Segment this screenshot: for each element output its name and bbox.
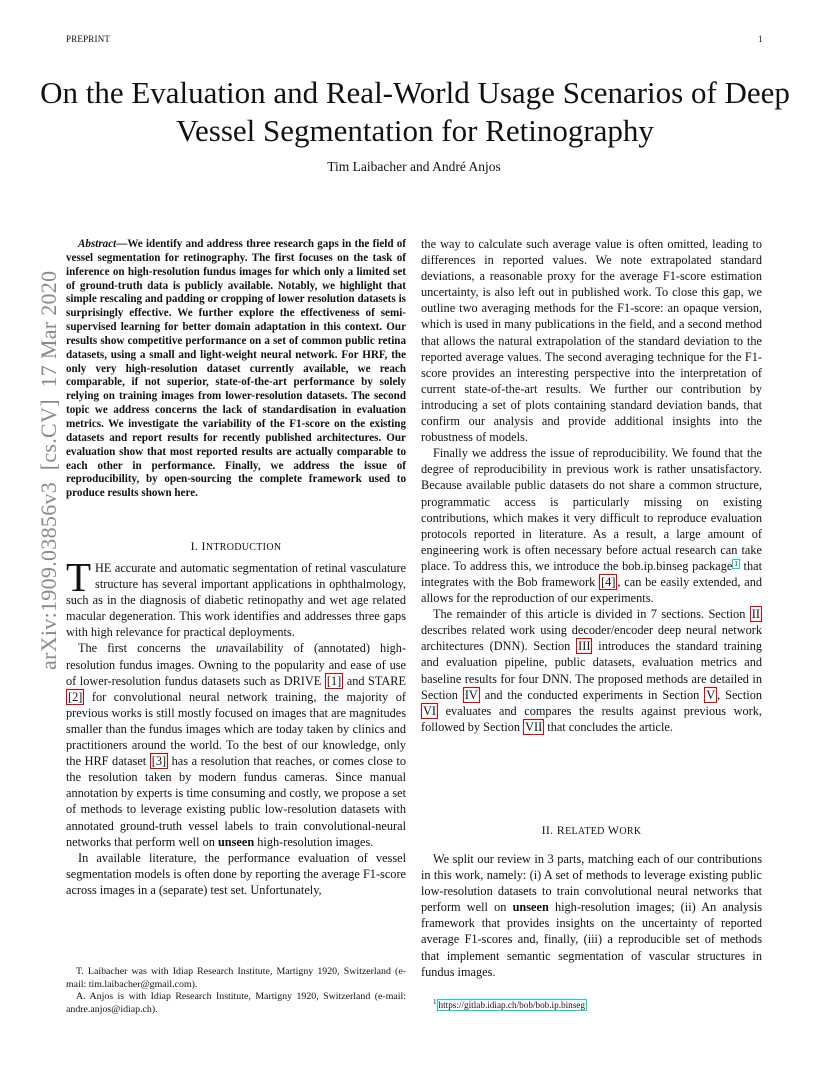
- emphasis: un: [215, 641, 229, 656]
- related-work-paragraph: [421, 851, 762, 980]
- right-paragraph-2: [421, 445, 762, 606]
- text-run: and the conducted experiments in Section: [479, 687, 705, 702]
- section-number: I.: [190, 539, 199, 553]
- section-title-rest: NTRODUCTION: [205, 542, 282, 553]
- intro-paragraph-1: HE accurate and automatic segmentation of retinal vasculature structure has several important applications in ophthalmology, such as in the diagnosis of diabetic retinopathy and wet age related macular degeneration. This work identifies and addresses three gaps with high relevance for practical deployments.: [66, 561, 406, 640]
- section-link[interactable]: III: [578, 639, 591, 654]
- text-run: The remainder of this article is divided in 7 sections. Section: [433, 607, 750, 622]
- right-paragraph-3: [421, 606, 762, 735]
- section-title-rest: ORK: [619, 826, 642, 837]
- introduction-body: [66, 554, 407, 898]
- right-paragraph-1: the way to calculate such average value is often omitted, leading to differences in reported values. We note extrapolated standard deviations, a reasonable proxy for the average F1-score estimation uncertainty, is also left out in published work. To close this gap, we outline two averaging methods for the F1-score: an opaque version, which is used in many publications in the field, and a second method that allows the natural extrapolation of the standard deviation to the reported average values. The second averaging technique for the F1-score provides an interesting perspective into the interpretation of current state-of-the-art results. We further our contribution by introducing a set of plots containing standard deviation bands, that confirm our analysis and provide additional insights into the robustness of models.: [421, 237, 762, 445]
- text-run: high-resolution images.: [254, 834, 374, 849]
- footnote-number: 1: [433, 998, 437, 1006]
- section-heading-introduction: [66, 538, 406, 556]
- paper-title: On the Evaluation and Real-World Usage Scenarios of Deep Vessel Segmentation for Retinography: [40, 75, 790, 148]
- footnote-author-2: A. Anjos is with Idiap Research Institute, Martigny 1920, Switzerland (e-mail: andre.anjos@idiap.ch).: [66, 991, 406, 1015]
- section-number: II.: [541, 823, 554, 837]
- citation-link[interactable]: [1]: [326, 673, 342, 688]
- right-column-body: [421, 236, 762, 735]
- abstract: [66, 238, 406, 501]
- section-link[interactable]: V: [706, 687, 716, 702]
- arxiv-identifier-stamp[interactable]: [36, 271, 62, 670]
- citation-link[interactable]: [2]: [68, 689, 83, 704]
- citation-link[interactable]: [4]: [601, 574, 616, 589]
- author-list: Tim Laibacher and André Anjos: [327, 159, 501, 174]
- author-footnotes: [66, 966, 406, 1016]
- related-work-body: [421, 851, 762, 980]
- footnote-marker-link[interactable]: 1: [734, 559, 738, 568]
- bold-text: unseen: [512, 900, 549, 915]
- footnote-author-1: T. Laibacher was with Idiap Research Institute, Martigny 1920, Switzerland (e-mail: tim.laibacher@gmail.com).: [66, 966, 406, 990]
- section-title-initial: W: [607, 823, 620, 837]
- citation-link[interactable]: [3]: [151, 754, 167, 769]
- section-title-initial: R: [556, 823, 566, 837]
- section-title-rest: ELATED: [565, 826, 605, 837]
- section-link[interactable]: VII: [525, 719, 543, 734]
- section-link[interactable]: II: [751, 607, 760, 622]
- intro-paragraph-3: In available literature, the performance evaluation of vessel segmentation models is often done by reporting the average F1-score across images in a (separate) test set. Unfortunately,: [66, 850, 406, 897]
- section-link[interactable]: VI: [423, 703, 436, 718]
- intro-paragraph-2: [66, 640, 406, 849]
- text-run: has a resolution that reaches, or comes close to the resolution taken by modern fundus cameras. Since manual annotation by experts is time consuming and costly, we propose a set of methods to leverage existing public low-resolution datasets with annotated ground-truth vessel labels to train convolutional-neural networks that perform well on: [66, 754, 406, 849]
- footnote-url-link[interactable]: https://gitlab.idiap.ch/bob/bob.ip.binseg: [438, 1000, 585, 1010]
- text-run: describes related work using decoder/encoder deep neural network architectures (DNN). Section: [421, 623, 762, 654]
- text-run: that concludes the article.: [544, 719, 673, 734]
- section-heading-related-work: [421, 822, 762, 840]
- text-run: , Section: [717, 687, 762, 702]
- abstract-lead: Abstract: [78, 238, 117, 250]
- text-run: Finally we address the issue of reproducibility. We found that the degree of reproducibility in previous work is rather unsatisfactory. Because available public datasets do not share a common structure, programmatic access is particularly missing on existing contributions, which makes it very difficult to reproduce evaluation protocols reported in literature. As a result, a large amount of engineering work is often necessary before actual research can take place. To address this, we introduce the bob.ip.binseg package: [421, 446, 762, 573]
- text-run: The first concerns the: [78, 641, 216, 656]
- bold-text: unseen: [217, 834, 255, 849]
- text-run: availability of (annotated) high-resolution fundus images. Owning to the popularity and ease of use of lower-resolution fundus datasets such as DRIVE: [66, 641, 407, 688]
- url-footnote: [433, 1000, 587, 1010]
- text-run: evaluates and compares the results against previous work, followed by Section: [421, 703, 762, 734]
- text-run: introduces the standard training and evaluation pipeline, public datasets, evaluation metrics and baseline results for four DNN. The proposed methods are detailed in Section: [421, 639, 762, 702]
- text-run: , can be easily extended, and allows for the reproduction of our experiments.: [421, 574, 763, 606]
- section-link[interactable]: IV: [464, 687, 478, 702]
- section-title-initial: I: [201, 539, 206, 553]
- abstract-text: —We identify and address three research gaps in the field of vessel segmentation for retinography. The first focuses on the task of inference on high-resolution fundus images for which only a limited set of ground-truth data is publicly available. Notably, we highlight that simple rescaling and padding or cropping of lower resolution datasets is surprisingly effective. We further explore the effectiveness of semi-supervised learning for better domain adaptation in this context. Our results show competitive performance on a set of common public retina datasets, using a small and light-weight neural network. For HRF, the only very high-resolution dataset currently available, we reach comparable, if not superior, state-of-the-art performance by solely relying on training images from lower-resolution datasets. The second topic we address concerns the lack of standardisation in evaluation metrics. We investigate the variability of the F1-score on the existing datasets and report results for recently published architectures. Our evaluation show that most reported results are actually comparable to each other in performance. Finally, we address the issue of reproducibility, by open-sourcing the complete framework used to produce results shown here.: [66, 238, 406, 500]
- running-head: PREPRINT: [66, 34, 111, 44]
- drop-cap: T: [66, 554, 92, 600]
- text-run: We split our review in 3 parts, matching each of our contributions in this work, namely: (i) A set of methods to leverage existing public low-resolution datasets to train convolutional neural networks that perform well on: [421, 852, 762, 915]
- text-run: high-resolution images; (ii) An analysis framework that provides insights on the uncertainty of reported average F1-scores and, finally, (iii) a reproducible set of methods that implement semantic segmentation of vascular structures in fundus images.: [421, 900, 763, 979]
- arxiv-stamp-text: arXiv:1909.03856v3 [cs.CV] 17 Mar 2020: [36, 270, 61, 670]
- page-number: 1: [758, 34, 763, 44]
- text-run: that integrates with the Bob framework: [421, 558, 762, 589]
- text-run: for convolutional neural network training, the majority of previous works is still mostly focused on images that are magnitudes smaller than the fundus images which are today taken by clinics and practitioners around the world. To the best of our knowledge, only the HRF dataset: [66, 689, 406, 769]
- text-run: and STARE: [343, 673, 406, 688]
